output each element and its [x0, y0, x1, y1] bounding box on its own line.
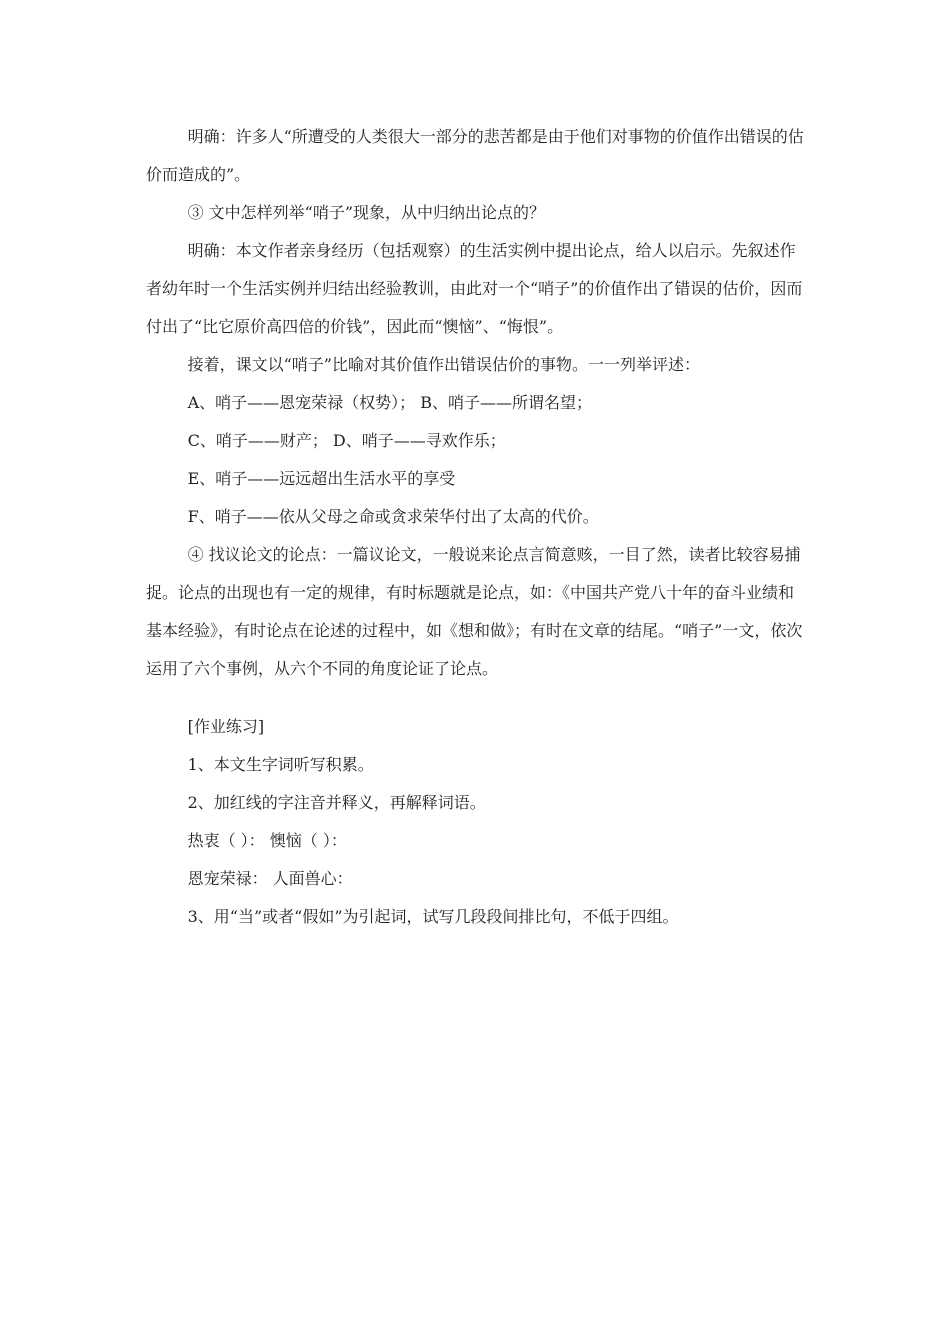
- list-item-f: F、哨子——依从父母之命或贪求荣华付出了太高的代价。: [187, 507, 599, 526]
- homework-item-2b: 恩宠荣禄： 人面兽心：: [187, 869, 353, 888]
- paragraph-answer-3: 明确：本文作者亲身经历（包括观察）的生活实例中提出论点，给人以启示。先叙述作者幼年时一个生活实例并归结出经验教训，由此对一个“哨子”的价值作出了错误的估价，因而付出了“比它原价高四倍的价钱”，因此而“懊恼”、“悔恨”。: [146, 241, 803, 336]
- paragraph-list-intro: 接着，课文以“哨子”比喻对其价值作出错误估价的事物。一一列举评述：: [187, 355, 700, 374]
- homework-item-2: 2、加红线的字注音并释义，再解释词语。: [187, 793, 486, 812]
- document-body: [146, 118, 806, 936]
- list-item-cd: C、哨子——财产； D、哨子——寻欢作乐；: [187, 431, 506, 450]
- homework-item-1: 1、本文生字词听写积累。: [187, 755, 374, 774]
- section-gap: [146, 688, 806, 708]
- homework-item-2a: 热衷（ ）： 懊恼（ ）：: [187, 831, 347, 850]
- homework-item-3: 3、用“当”或者“假如”为引起词，试写几段段间排比句，不低于四组。: [187, 907, 679, 926]
- paragraph-question-4: ④ 找议论文的论点：一篇议论文，一般说来论点言简意赅，一目了然，读者比较容易捕捉。论点的出现也有一定的规律，有时标题就是论点，如：《中国共产党八十年的奋斗业绩和基本经验》，有时论点在论述的过程中，如《想和做》；有时在文章的结尾。“哨子”一文，依次运用了六个事例，从六个不同的角度论证了论点。: [146, 545, 803, 678]
- homework-title: [作业练习]: [187, 717, 265, 736]
- paragraph-answer-1: 明确：许多人“所遭受的人类很大一部分的悲苦都是由于他们对事物的价值作出错误的估价而造成的”。: [146, 127, 804, 184]
- list-item-ab: A、哨子——恩宠荣禄（权势）； B、哨子——所谓名望；: [187, 393, 592, 412]
- paragraph-question-3: ③ 文中怎样列举“哨子”现象，从中归纳出论点的？: [187, 203, 546, 222]
- list-item-e: E、哨子——远远超出生活水平的享受: [187, 469, 456, 488]
